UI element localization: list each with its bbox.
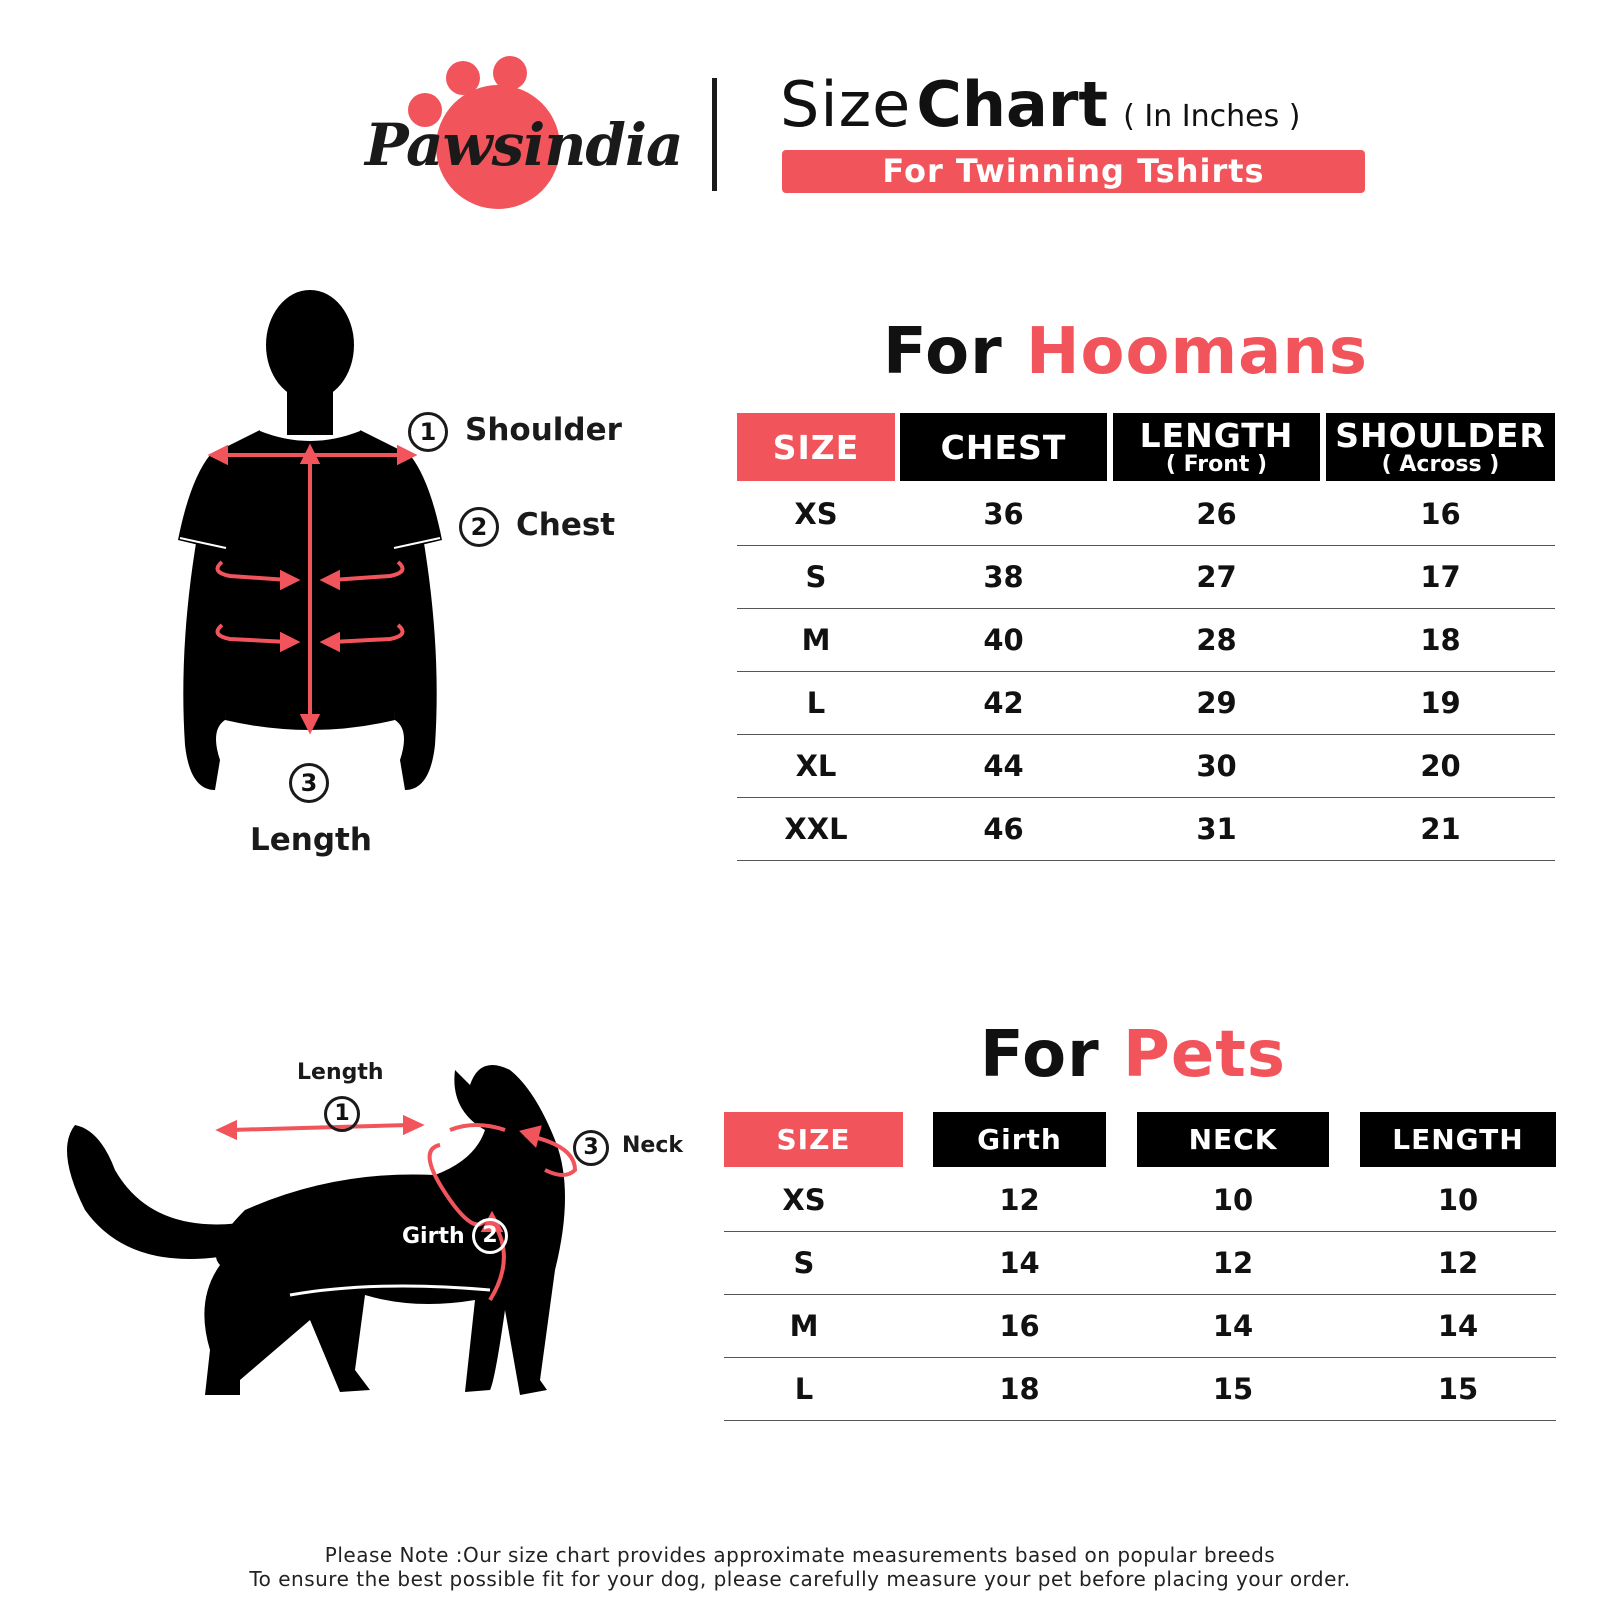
size-cell: S bbox=[793, 1246, 815, 1280]
chest-number-badge: 2 bbox=[459, 507, 499, 547]
value-cell: 14 bbox=[1212, 1309, 1254, 1343]
value-cell: 29 bbox=[1196, 686, 1237, 720]
value-cell: 15 bbox=[1437, 1372, 1479, 1406]
col-header-shoulder bbox=[1326, 413, 1555, 481]
col-header-sublabel: ( Front ) bbox=[1165, 451, 1268, 477]
pets-heading bbox=[980, 1018, 1286, 1092]
col-header-length bbox=[1360, 1112, 1556, 1167]
length-label: Length bbox=[250, 822, 372, 858]
hoomans-heading bbox=[883, 315, 1368, 389]
table-body bbox=[737, 483, 1555, 861]
pet-neck-number-badge: 3 bbox=[573, 1130, 609, 1166]
value-cell: 26 bbox=[1196, 497, 1237, 531]
table-row bbox=[737, 735, 1555, 798]
value-cell: 14 bbox=[1437, 1309, 1479, 1343]
col-header-length bbox=[1113, 413, 1320, 481]
table-header-row bbox=[737, 413, 1555, 483]
pet-length-number-badge: 1 bbox=[324, 1096, 360, 1132]
table-row bbox=[737, 798, 1555, 861]
value-cell: 12 bbox=[999, 1183, 1040, 1217]
value-cell: 18 bbox=[1420, 623, 1461, 657]
value-cell: 27 bbox=[1196, 560, 1237, 594]
value-cell: 42 bbox=[983, 686, 1024, 720]
size-cell: S bbox=[805, 560, 827, 594]
table-row bbox=[724, 1232, 1556, 1295]
col-header-size bbox=[724, 1112, 903, 1167]
col-header-label: CHEST bbox=[940, 427, 1067, 467]
value-cell: 31 bbox=[1196, 812, 1237, 846]
value-cell: 40 bbox=[983, 623, 1024, 657]
col-header-size bbox=[737, 413, 895, 481]
value-cell: 12 bbox=[1437, 1246, 1479, 1280]
table-row bbox=[724, 1295, 1556, 1358]
size-cell: XL bbox=[795, 749, 837, 783]
pets-heading-accent: Pets bbox=[1122, 1018, 1286, 1092]
value-cell: 18 bbox=[999, 1372, 1040, 1406]
value-cell: 14 bbox=[999, 1246, 1040, 1280]
value-cell: 19 bbox=[1420, 686, 1461, 720]
size-cell: L bbox=[794, 1372, 814, 1406]
value-cell: 28 bbox=[1196, 623, 1237, 657]
brand-logo bbox=[355, 55, 683, 215]
col-header-girth bbox=[933, 1112, 1106, 1167]
length-number-badge: 3 bbox=[289, 763, 329, 803]
table-row bbox=[737, 609, 1555, 672]
hoomans-heading-accent: Hoomans bbox=[1025, 315, 1368, 389]
value-cell: 44 bbox=[983, 749, 1024, 783]
table-header-row bbox=[724, 1112, 1556, 1169]
col-header-neck bbox=[1137, 1112, 1329, 1167]
size-cell: M bbox=[801, 623, 831, 657]
value-cell: 10 bbox=[1437, 1183, 1479, 1217]
value-cell: 12 bbox=[1212, 1246, 1254, 1280]
col-header-label: SHOULDER bbox=[1335, 415, 1546, 455]
pet-neck-label: Neck bbox=[622, 1133, 684, 1158]
size-cell: L bbox=[806, 686, 826, 720]
col-header-label: SIZE bbox=[776, 1122, 851, 1156]
table-row bbox=[737, 672, 1555, 735]
pet-girth-label: Girth bbox=[402, 1224, 465, 1249]
table-row bbox=[737, 546, 1555, 609]
table-body bbox=[724, 1169, 1556, 1421]
value-cell: 36 bbox=[983, 497, 1024, 531]
col-header-label: Girth bbox=[977, 1122, 1062, 1156]
value-cell: 16 bbox=[1420, 497, 1461, 531]
value-cell: 46 bbox=[983, 812, 1024, 846]
col-header-label: LENGTH bbox=[1392, 1122, 1524, 1156]
value-cell: 30 bbox=[1196, 749, 1237, 783]
col-header-chest bbox=[900, 413, 1107, 481]
value-cell: 17 bbox=[1420, 560, 1461, 594]
title-regular: Size bbox=[780, 68, 912, 141]
value-cell: 10 bbox=[1212, 1183, 1254, 1217]
table-row bbox=[724, 1358, 1556, 1421]
col-header-label: LENGTH bbox=[1139, 415, 1294, 455]
human-silhouette bbox=[160, 290, 460, 820]
pets-heading-prefix: For bbox=[980, 1018, 1100, 1092]
size-cell: M bbox=[789, 1309, 819, 1343]
footer-note-line2: To ensure the best possible fit for your dog, please carefully measure your pet before placing your order. bbox=[249, 1567, 1351, 1591]
hoomans-heading-prefix: For bbox=[883, 315, 1003, 389]
page-title bbox=[780, 68, 1301, 141]
brand-name: Pawsindia bbox=[365, 111, 683, 179]
pet-girth-number-badge: 2 bbox=[472, 1218, 508, 1254]
shoulder-number-badge: 1 bbox=[408, 412, 448, 452]
table-row bbox=[724, 1169, 1556, 1232]
value-cell: 38 bbox=[983, 560, 1024, 594]
value-cell: 20 bbox=[1420, 749, 1461, 783]
title-units: ( In Inches ) bbox=[1123, 99, 1301, 134]
value-cell: 15 bbox=[1212, 1372, 1254, 1406]
hoomans-size-table bbox=[737, 413, 1555, 861]
pets-size-table bbox=[724, 1112, 1556, 1421]
table-row bbox=[737, 483, 1555, 546]
value-cell: 16 bbox=[999, 1309, 1040, 1343]
col-header-label: SIZE bbox=[772, 427, 860, 467]
header-divider bbox=[712, 78, 717, 191]
pet-length-label: Length bbox=[297, 1060, 384, 1085]
title-bold: Chart bbox=[916, 68, 1109, 141]
size-cell: XXL bbox=[784, 812, 848, 846]
size-cell: XS bbox=[794, 497, 838, 531]
col-header-label: NECK bbox=[1188, 1122, 1278, 1156]
shoulder-label: Shoulder bbox=[465, 412, 622, 448]
size-cell: XS bbox=[782, 1183, 826, 1217]
value-cell: 21 bbox=[1420, 812, 1461, 846]
chest-label: Chest bbox=[516, 507, 616, 543]
subtitle-banner: For Twinning Tshirts bbox=[782, 150, 1365, 193]
footer-note-line1: Please Note :Our size chart provides approximate measurements based on popular breeds bbox=[324, 1543, 1276, 1567]
col-header-sublabel: ( Across ) bbox=[1381, 451, 1500, 477]
